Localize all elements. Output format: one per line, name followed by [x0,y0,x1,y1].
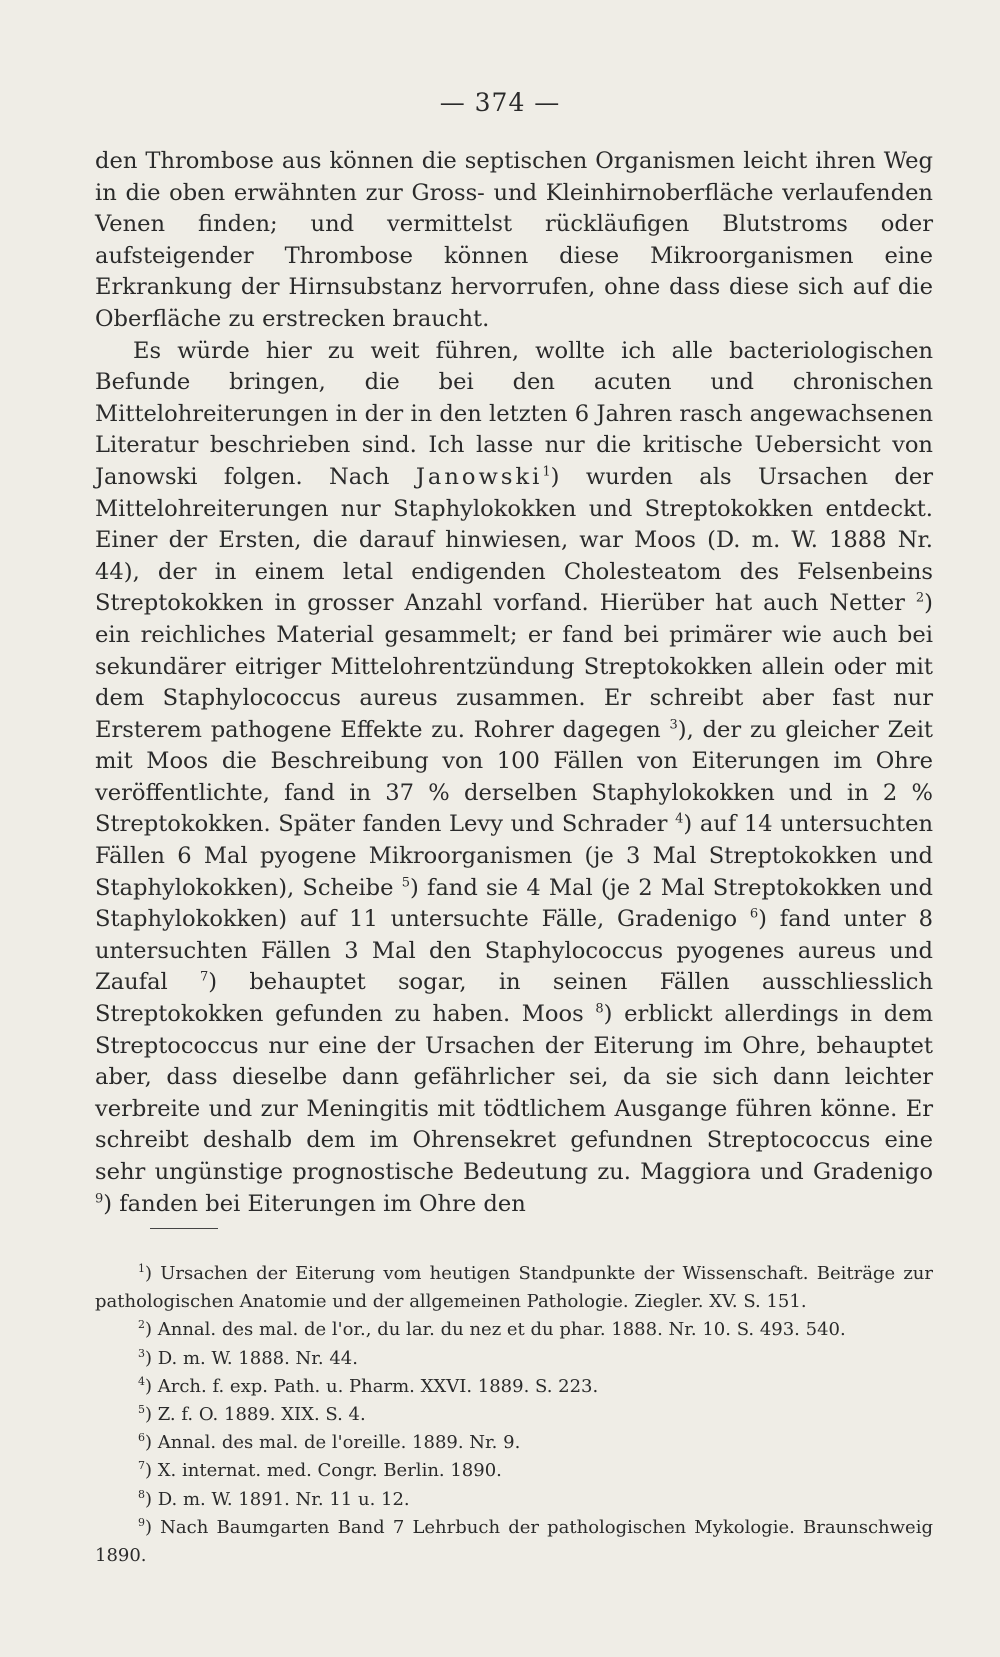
footnote-8 [95,1486,933,1514]
text-run: den Thrombose aus können die septischen Organismen leicht ihren Weg in die oben erwähnten zur Gross- und Kleinhirnoberfläche verlaufenden Venen finden; und vermittelst rückläufigen Blutstroms oder aufsteigender Thrombose können diese Mikroorganismen eine Erkrankung der Hirnsubstanz hervorrufen, ohne dass diese sich auf die Oberfläche zu erstrecken braucht. [95,148,933,332]
footnote-ref: 9 [95,1191,104,1207]
text-run: ) auf 14 untersuchten Fällen 6 Mal pyogene Mikroorganismen (je 3 Mal Streptokokken und Staphylokokken), Scheibe [95,811,934,901]
footnote-ref: 2 [915,590,925,606]
footnote-mark: 8 [138,1487,145,1501]
footnote-ref: 7 [200,969,209,985]
text-run: ) wurden als Ursachen der Mittelohreiterungen nur Staphylokokken und Streptokokken entdeckt. Einer der Ersten, die darauf hinwiesen, war Moos (D. m. W. 1888 Nr. 44), der in einem letal endigenden Cholesteatom des Felsenbeins Streptokokken in grosser Anzahl vorfand. Hierüber hat auch Netter [95,463,933,617]
footnote-mark: 1 [138,1262,145,1275]
footnote-text: ) Arch. f. exp. Path. u. Pharm. XXVI. 1889. S. 223. [145,1375,599,1397]
footnote-ref: 4 [675,811,684,827]
footnote-mark: 4 [138,1374,145,1388]
footnote-4 [95,1373,933,1401]
footnote-6 [95,1429,933,1457]
footnote-separator [150,1228,218,1229]
text-run: ) ein reichliches Material gesammelt; er fand bei primärer wie auch bei sekundärer eitriger Mittelohrentzündung Streptokokken allein oder mit dem Staphylococcus aureus zusammen. Er schreibt aber fast nur Ersterem pathogene Effekte zu. Rohrer dagegen [95,590,933,743]
footnotes [95,1260,933,1570]
footnote-ref: 5 [401,875,410,891]
footnote-text: ) D. m. W. 1891. Nr. 11 u. 12. [145,1488,410,1510]
text-run: ) fand sie 4 Mal (je 2 Mal Streptokokken und Staphylokokken) auf 11 untersuchte Fälle, Gradenigo [95,874,933,933]
text-run: ) fanden bei Eiterungen im Ohre den [103,1190,526,1217]
page-number: — 374 — [439,88,561,117]
footnote-3 [95,1345,933,1373]
footnote-1 [95,1260,933,1316]
footnote-text: ) X. internat. med. Congr. Berlin. 1890. [145,1460,502,1482]
footnote-mark: 5 [138,1403,145,1417]
body-text [95,146,933,1220]
paragraph [95,146,933,336]
footnote-text: ) Nach Baumgarten Band 7 Lehrbuch der pathologischen Mykologie. Braunschweig 1890. [95,1516,933,1567]
text-run: ) behauptet sogar, in seinen Fällen ausschliesslich Streptokokken gefunden zu haben. Moos [95,969,934,1028]
paragraph [95,336,933,1221]
footnote-9 [95,1514,933,1570]
footnote-text: ) Annal. des mal. de l'oreille. 1889. Nr. 9. [145,1432,521,1454]
footnote-mark: 6 [138,1431,145,1445]
footnote-mark: 2 [138,1318,145,1332]
footnote-mark: 9 [138,1515,145,1529]
text-run: ) fand unter 8 untersuchten Fällen 3 Mal den Staphylococcus pyogenes aureus und Zaufal [95,906,934,996]
text-run: ), der zu gleicher Zeit mit Moos die Beschreibung von 100 Fällen von Eiterungen im Ohre veröffentlichte, fand in 37 % derselben Staphylokokken und in 2 % Streptokokken. Später fanden Levy und Schrader [95,716,934,838]
footnote-text: ) D. m. W. 1888. Nr. 44. [145,1347,358,1369]
text-run: ) erblickt allerdings in dem Streptococcus nur eine der Ursachen der Eiterung im Ohre, behauptet aber, dass dieselbe dann gefährlicher sei, da sie sich dann leichter verbreite und zur Meningitis mit tödtlichem Ausgange führen könne. Er schreibt deshalb dem im Ohrensekret gefundnen Streptococcus eine sehr ungünstige prognostische Bedeutung zu. Maggiora und Gradenigo [95,1001,933,1185]
footnote-mark: 3 [138,1346,145,1360]
footnote-mark: 7 [138,1459,145,1473]
footnote-text: ) Z. f. O. 1889. XIX. S. 4. [145,1404,366,1426]
author-name-spaced: Janowski [415,463,543,490]
footnote-2 [95,1316,933,1344]
footnote-ref: 8 [595,1001,604,1017]
footnote-7 [95,1457,933,1485]
footnote-ref: 6 [749,906,759,922]
footnote-text: ) Annal. des mal. de l'or., du lar. du nez et du phar. 1888. Nr. 10. S. 493. 540. [145,1319,846,1341]
footnote-ref: 1 [542,464,551,480]
footnote-5 [95,1401,933,1429]
footnote-ref: 3 [669,717,678,733]
text-run: Es würde hier zu weit führen, wollte ich alle bacteriologischen Befunde bringen, die bei den acuten und chronischen Mittelohreiterungen in der in den letzten 6 Jahren rasch angewachsenen Literatur beschrieben sind. Ich lasse nur die kritische Uebersicht von Janowski folgen. Nach [95,337,933,490]
footnote-text: ) Ursachen der Eiterung vom heutigen Standpunkte der Wissenschaft. Beiträge zur pathologischen Anatomie und der allgemeinen Pathologie. Ziegler. XV. S. 151. [95,1263,933,1313]
